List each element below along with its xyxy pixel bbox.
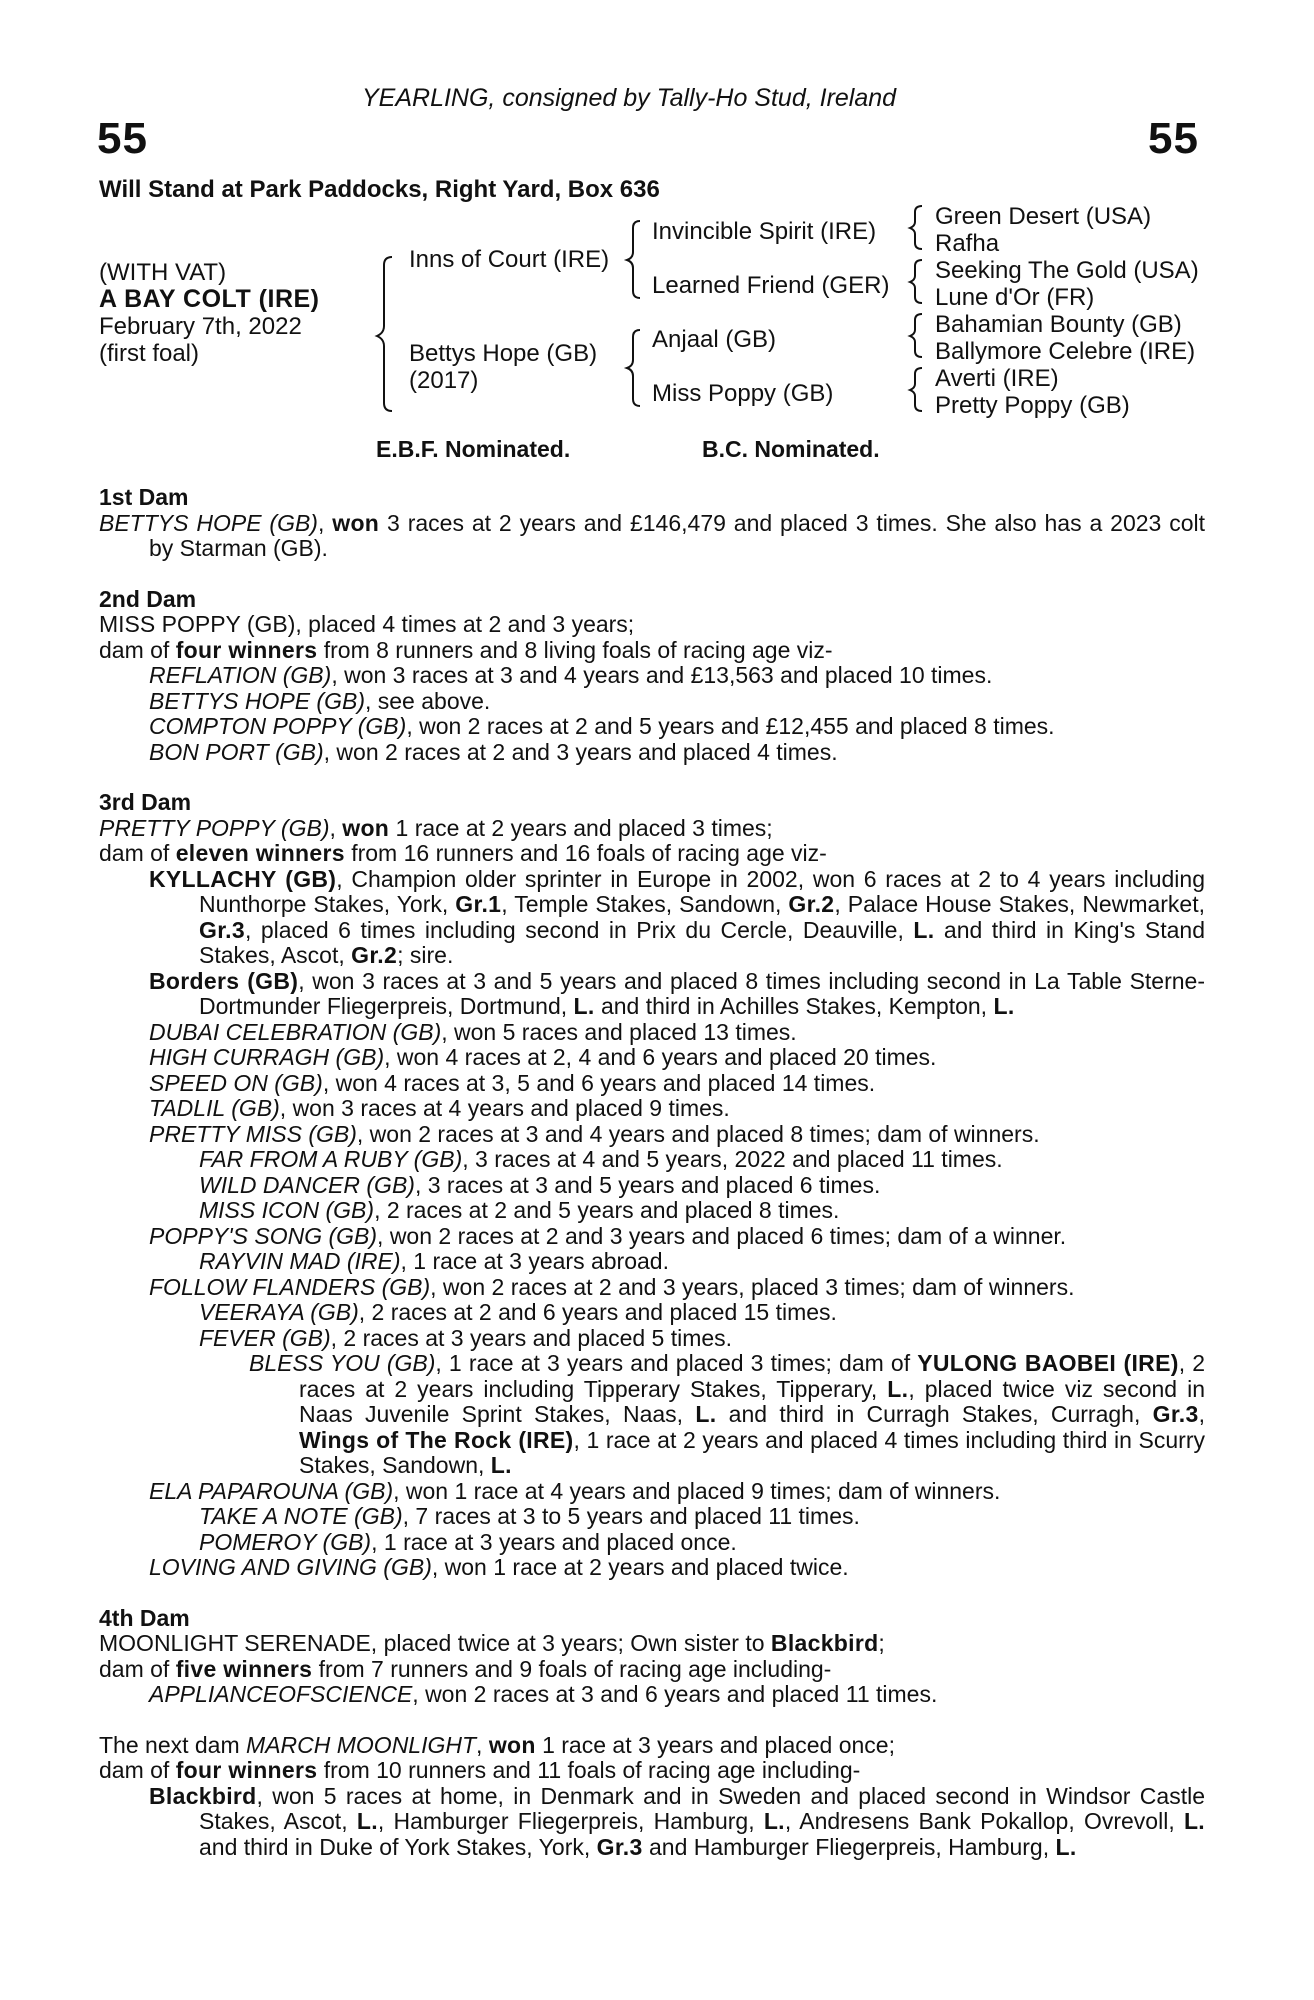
list-item: FOLLOW FLANDERS (GB), won 2 races at 2 and 3 years, placed 3 times; dam of winners. — [149, 1273, 1075, 1300]
vat-note: (WITH VAT) — [99, 259, 227, 286]
ancestor-8: Pretty Poppy (GB) — [935, 392, 1130, 419]
ebf-nomination: E.B.F. Nominated. — [376, 436, 571, 462]
list-item: TADLIL (GB), won 3 races at 4 years and placed 9 times. — [149, 1095, 730, 1121]
list-item: FAR FROM A RUBY (GB), 3 races at 4 and 5 years, 2022 and placed 11 times. — [199, 1146, 1003, 1172]
list-item: BLESS YOU (GB), 1 race at 3 years and placed 3 times; dam of YULONG BAOBEI (IRE), 2 races at 2 years including Tipperary Stakes, Tipperary, L., placed twice viz second in Naas Juvenile Sprint Stakes, Naas, L. and third in Curragh Stakes, Curragh, Gr.3, Wings of The Rock (IRE), 1 race at 2 years and placed 4 times including third in Scurry Stakes, Sandown, L. — [249, 1350, 1205, 1478]
catalogue-body — [99, 485, 1205, 1860]
list-item: COMPTON POPPY (GB), won 2 races at 2 and 5 years and £12,455 and placed 8 times. — [149, 713, 1055, 739]
list-item: Borders (GB), won 3 races at 3 and 5 years and placed 8 times including second in La Table Sterne-Dortmunder Fliegerpreis, Dortmund, L. and third in Achilles Stakes, Kempton, L. — [149, 967, 1205, 1019]
lot-number-right: 55 — [1148, 114, 1199, 163]
dam-sire-name: Anjaal (GB) — [652, 326, 777, 353]
third-dam-heading: 3rd Dam — [99, 789, 192, 815]
list-item: POPPY'S SONG (GB), won 2 races at 2 and 3 years and placed 6 times; dam of a winner. — [149, 1222, 1067, 1249]
fourth-dam-heading: 4th Dam — [99, 1604, 190, 1631]
next-dam-line2: dam of four winners from 10 runners and 11 foals of racing age including- — [99, 1757, 861, 1783]
ancestor-3: Seeking The Gold (USA) — [935, 257, 1199, 284]
list-item: SPEED ON (GB), won 4 races at 3, 5 and 6 years and placed 14 times. — [149, 1069, 876, 1096]
date-of-birth: February 7th, 2022 — [99, 313, 302, 340]
list-item: DUBAI CELEBRATION (GB), won 5 races and placed 13 times. — [149, 1018, 797, 1045]
first-dam-text: BETTYS HOPE (GB), won 3 races at 2 years and £146,479 and placed 3 times. She also has a 2023 colt by Starman (GB). — [99, 509, 1205, 561]
sire-name: Inns of Court (IRE) — [409, 246, 610, 273]
fourth-dam-line2: dam of five winners from 7 runners and 9 foals of racing age including- — [99, 1655, 832, 1682]
ancestor-5: Bahamian Bounty (GB) — [935, 311, 1182, 338]
lot-number-left: 55 — [97, 114, 148, 163]
list-item: PRETTY MISS (GB), won 2 races at 3 and 4 years and placed 8 times; dam of winners. — [149, 1120, 1040, 1147]
list-item: LOVING AND GIVING (GB), won 1 race at 2 years and placed twice. — [149, 1554, 849, 1580]
third-dam-line2: dam of eleven winners from 16 runners and 16 foals of racing age viz- — [99, 840, 827, 866]
ancestor-4: Lune d'Or (FR) — [935, 284, 1095, 311]
list-item: VEERAYA (GB), 2 races at 2 and 6 years and placed 15 times. — [199, 1299, 837, 1325]
ancestor-6: Ballymore Celebre (IRE) — [935, 338, 1196, 365]
dam-name: Bettys Hope (GB) — [409, 340, 598, 367]
sire-dam-name: Learned Friend (GER) — [652, 272, 890, 299]
list-item: BON PORT (GB), won 2 races at 2 and 3 years and placed 4 times. — [149, 738, 838, 765]
list-item: TAKE A NOTE (GB), 7 races at 3 to 5 years and placed 11 times. — [199, 1503, 860, 1529]
list-item: ELA PAPAROUNA (GB), won 1 race at 4 years and placed 9 times; dam of winners. — [149, 1477, 1001, 1504]
list-item: KYLLACHY (GB), Champion older sprinter in Europe in 2002, won 6 races at 2 to 4 years including Nunthorpe Stakes, York, Gr.1, Temple Stakes, Sandown, Gr.2, Palace House Stakes, Newmarket, Gr.3, placed 6 times including second in Prix du Cercle, Deauville, L. and third in King's Stand Stakes, Ascot, Gr.2; sire. — [149, 865, 1206, 968]
bc-nomination: B.C. Nominated. — [702, 436, 880, 462]
list-item: APPLIANCEOFSCIENCE, won 2 races at 3 and 6 years and placed 11 times. — [149, 1681, 938, 1707]
ancestor-7: Averti (IRE) — [935, 365, 1059, 392]
foal-note: (first foal) — [99, 340, 200, 367]
list-item: HIGH CURRAGH (GB), won 4 races at 2, 4 and 6 years and placed 20 times. — [149, 1044, 937, 1070]
list-item: MISS ICON (GB), 2 races at 2 and 5 years and placed 8 times. — [199, 1197, 840, 1223]
dam-year: (2017) — [409, 367, 479, 394]
list-item: FEVER (GB), 2 races at 3 years and placed 5 times. — [199, 1324, 733, 1351]
next-dam-line1: The next dam MARCH MOONLIGHT, won 1 race at 3 years and placed once; — [99, 1731, 895, 1758]
sire-sire-name: Invincible Spirit (IRE) — [652, 218, 877, 245]
ancestor-2: Rafha — [935, 230, 1000, 257]
list-item: WILD DANCER (GB), 3 races at 3 and 5 years and placed 6 times. — [199, 1171, 881, 1198]
fourth-dam-line1: MOONLIGHT SERENADE, placed twice at 3 years; Own sister to Blackbird; — [99, 1630, 885, 1656]
second-dam-line1: MISS POPPY (GB), placed 4 times at 2 and 3 years; — [99, 611, 635, 637]
list-item: RAYVIN MAD (IRE), 1 race at 3 years abroad. — [199, 1248, 669, 1274]
list-item: REFLATION (GB), won 3 races at 3 and 4 years and £13,563 and placed 10 times. — [149, 662, 993, 688]
list-item: Blackbird, won 5 races at home, in Denmark and in Sweden and placed second in Windsor Castle Stakes, Ascot, L., Hamburger Fliegerpreis, Hamburg, L., Andresens Bank Pokallop, Ovrevoll, L. and third in Duke of York Stakes, York, Gr.3 and Hamburger Fliegerpreis, Hamburg, L. — [149, 1782, 1205, 1860]
location-line: Will Stand at Park Paddocks, Right Yard, Box 636 — [99, 176, 660, 203]
dam-dam-name: Miss Poppy (GB) — [652, 380, 834, 407]
consignor-line: YEARLING, consigned by Tally-Ho Stud, Ireland — [362, 84, 897, 112]
ancestor-1: Green Desert (USA) — [935, 203, 1152, 230]
second-dam-line2: dam of four winners from 8 runners and 8 living foals of racing age viz- — [99, 636, 833, 663]
second-dam-heading: 2nd Dam — [99, 585, 197, 612]
list-item: BETTYS HOPE (GB), see above. — [149, 687, 491, 714]
list-item: POMEROY (GB), 1 race at 3 years and placed once. — [199, 1528, 737, 1555]
horse-name: A BAY COLT (IRE) — [99, 285, 320, 313]
first-dam-heading: 1st Dam — [99, 484, 189, 510]
third-dam-line1: PRETTY POPPY (GB), won 1 race at 2 years and placed 3 times; — [99, 814, 773, 841]
